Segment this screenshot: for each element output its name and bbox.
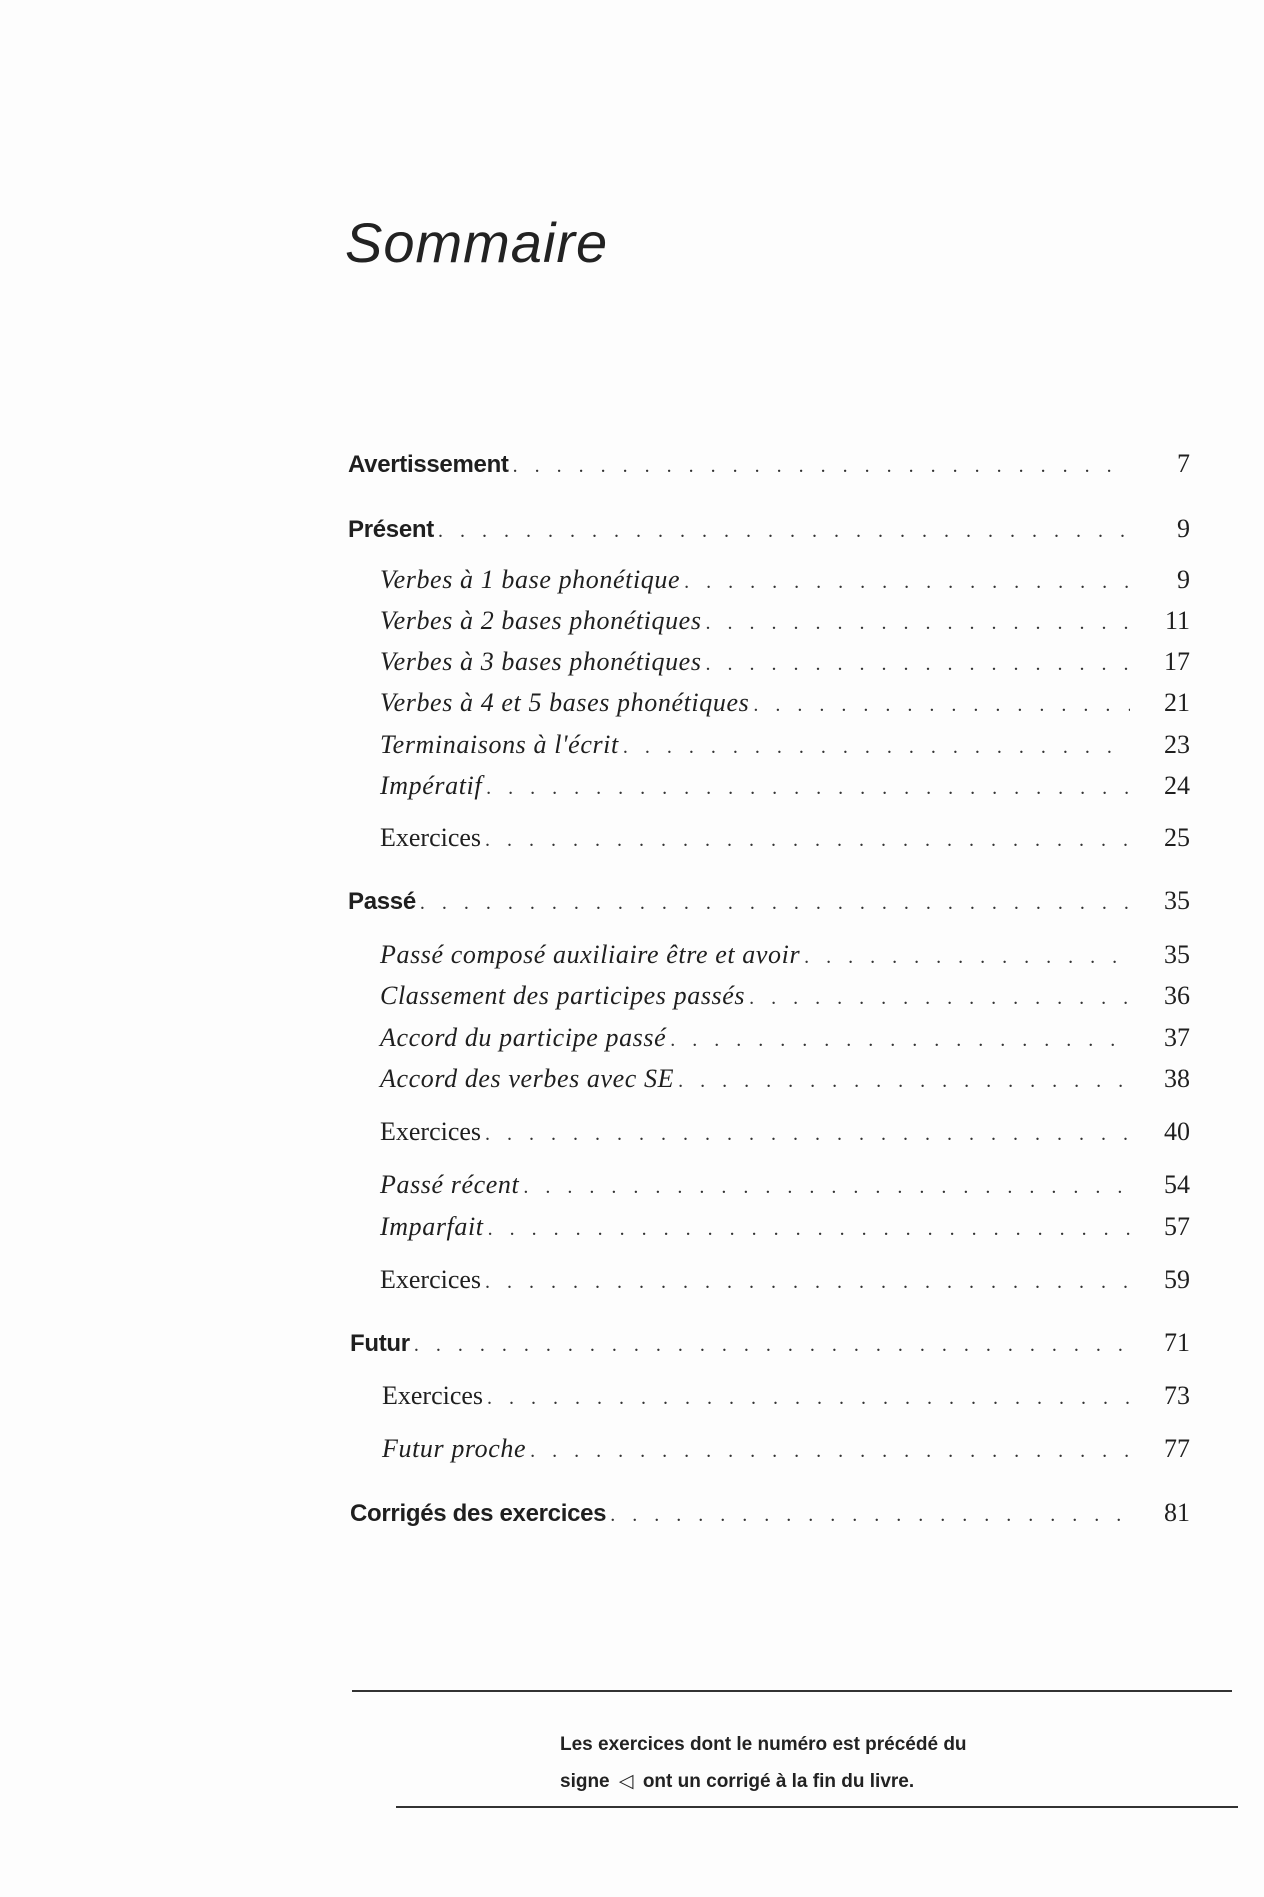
- toc-entry-page: 37: [1164, 1023, 1190, 1052]
- toc-entry: [380, 1062, 1190, 1098]
- footnote-line-2-start: signe: [560, 1771, 610, 1792]
- toc-leader-dots: [513, 449, 1130, 483]
- toc-entry-page: 54: [1164, 1170, 1190, 1199]
- toc-entry: [380, 645, 1190, 681]
- toc-leader-dots: [610, 1498, 1130, 1532]
- toc-entry: [350, 1326, 1190, 1362]
- toc-entry-page: 17: [1164, 647, 1190, 676]
- toc-entry: [380, 1115, 1190, 1151]
- toc-leader-dots: [804, 940, 1130, 974]
- toc-entry-page: 77: [1164, 1434, 1190, 1463]
- toc-entry-label: Imparfait: [380, 1212, 484, 1241]
- toc-entry-page: 23: [1164, 730, 1190, 759]
- top-divider: [352, 1690, 1232, 1692]
- toc-leader-dots: [670, 1023, 1130, 1057]
- footnote-line-2: [560, 1763, 967, 1800]
- toc-entry: [382, 1379, 1190, 1415]
- toc-entry-page: 59: [1164, 1265, 1190, 1294]
- toc-entry: [350, 1496, 1190, 1532]
- toc-leader-dots: [684, 565, 1130, 599]
- toc-entry-label: Terminaisons à l'écrit: [380, 730, 619, 759]
- toc-entry: [380, 728, 1190, 764]
- toc-entry: [380, 686, 1190, 722]
- toc-entry-page: 36: [1164, 981, 1190, 1010]
- toc-entry-label: Présent: [348, 516, 434, 543]
- toc-entry-page: 7: [1177, 449, 1190, 478]
- toc-entry-page: 21: [1164, 688, 1190, 717]
- toc-entry-label: Exercices: [380, 1265, 482, 1294]
- toc-entry: [380, 563, 1190, 599]
- toc-entry-label: Exercices: [380, 823, 482, 852]
- toc-entry: [380, 938, 1190, 974]
- toc-leader-dots: [438, 514, 1130, 548]
- bottom-divider: [396, 1806, 1238, 1808]
- toc-leader-dots: [414, 1328, 1130, 1362]
- toc-entry-label: Classement des participes passés: [380, 981, 746, 1010]
- toc-entry: [380, 604, 1190, 640]
- toc-entry: [380, 1168, 1190, 1204]
- toc-entry-label: Verbes à 3 bases phonétiques: [380, 647, 702, 676]
- toc-entry-label: Passé: [348, 888, 416, 915]
- toc-entry-label: Futur proche: [382, 1434, 527, 1463]
- toc-entry-label: Verbes à 1 base phonétique: [380, 565, 681, 594]
- toc-leader-dots: [488, 1212, 1130, 1246]
- toc-entry-page: 81: [1164, 1498, 1190, 1527]
- toc-entry-page: 38: [1164, 1064, 1190, 1093]
- toc-entry-label: Passé composé auxiliaire être et avoir: [380, 940, 801, 969]
- triangle-left-icon: ◁: [618, 1770, 634, 1792]
- footnote-line-2-end: ont un corrigé à la fin du livre.: [642, 1771, 915, 1792]
- toc-entry-page: 9: [1177, 514, 1190, 543]
- toc-entry-page: 57: [1164, 1212, 1190, 1241]
- toc-entry: [348, 512, 1190, 548]
- toc-leader-dots: [485, 823, 1130, 857]
- toc-entry: [380, 1210, 1190, 1246]
- toc-entry-page: 9: [1177, 565, 1190, 594]
- toc-entry-label: Verbes à 4 et 5 bases phonétiques: [380, 688, 750, 717]
- toc-entry-label: Accord du participe passé: [380, 1023, 667, 1052]
- toc-entry-label: Verbes à 2 bases phonétiques: [380, 606, 702, 635]
- toc-entry-page: 35: [1164, 886, 1190, 915]
- toc-leader-dots: [706, 647, 1130, 681]
- toc-entry-label: Exercices: [380, 1117, 482, 1146]
- toc-leader-dots: [523, 1170, 1130, 1204]
- toc-entry-label: Passé récent: [380, 1170, 520, 1199]
- toc-entry: [348, 884, 1190, 920]
- toc-entry-label: Accord des verbes avec SE: [380, 1064, 675, 1093]
- toc-entry-label: Futur: [350, 1330, 410, 1357]
- toc-leader-dots: [530, 1434, 1130, 1468]
- toc-entry: [380, 1263, 1190, 1299]
- toc-leader-dots: [749, 981, 1130, 1015]
- footnote-line-1: Les exercices dont le numéro est précédé du: [560, 1734, 967, 1755]
- toc-leader-dots: [753, 688, 1130, 722]
- toc-entry: [348, 447, 1190, 483]
- toc-entry-label: Avertissement: [348, 451, 509, 478]
- toc-entry: [380, 821, 1190, 857]
- toc-entry: [380, 769, 1190, 805]
- toc-entry-page: 40: [1164, 1117, 1190, 1146]
- toc-entry-page: 71: [1164, 1328, 1190, 1357]
- toc-leader-dots: [420, 886, 1130, 920]
- toc-leader-dots: [487, 1381, 1130, 1415]
- toc-entry-page: 25: [1164, 823, 1190, 852]
- toc-entry: [382, 1432, 1190, 1468]
- toc-entry-label: Impératif: [380, 771, 483, 800]
- toc-entry-label: Exercices: [382, 1381, 484, 1410]
- toc-entry-page: 11: [1164, 606, 1190, 635]
- toc-leader-dots: [485, 1265, 1130, 1299]
- toc-leader-dots: [678, 1064, 1130, 1098]
- toc-entry: [380, 979, 1190, 1015]
- toc-leader-dots: [706, 606, 1130, 640]
- toc-leader-dots: [623, 730, 1130, 764]
- toc-entry-page: 35: [1164, 940, 1190, 969]
- footnote: [560, 1726, 967, 1800]
- toc-entry-page: 73: [1164, 1381, 1190, 1410]
- toc-entry-label: Corrigés des exercices: [350, 1500, 607, 1527]
- toc-leader-dots: [486, 771, 1130, 805]
- toc-entry: [380, 1021, 1190, 1057]
- toc-leader-dots: [485, 1117, 1130, 1151]
- page-title: Sommaire: [345, 211, 609, 274]
- toc-entry-page: 24: [1164, 771, 1190, 800]
